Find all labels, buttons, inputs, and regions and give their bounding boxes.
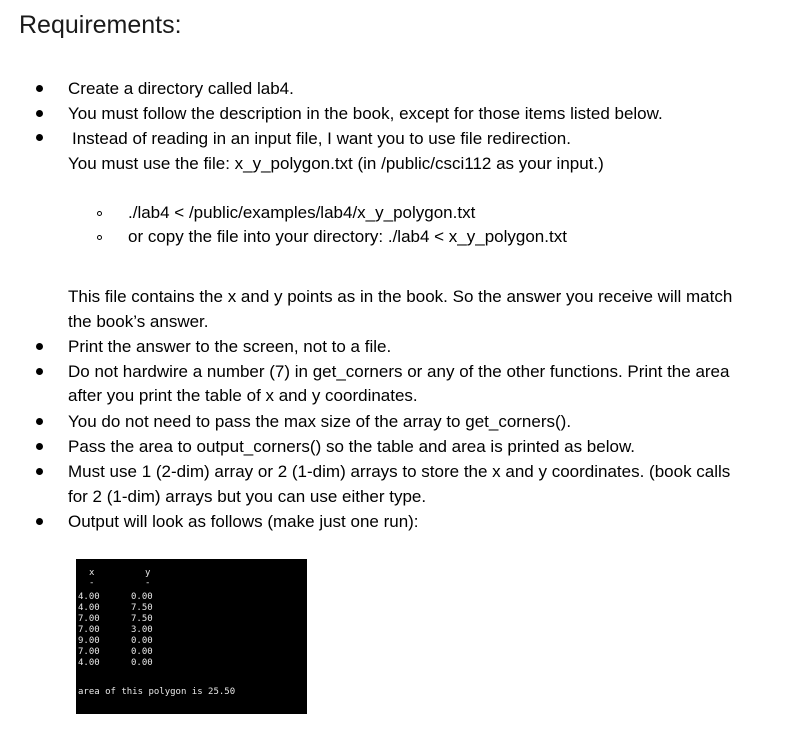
requirement-item: Do not hardwire a number (7) in get_corners or any of the other functions. Print the area [68, 362, 730, 381]
note-line: the book’s answer. [68, 312, 209, 331]
row-y: 0.00 [131, 658, 153, 668]
row-x: 4.00 [78, 592, 100, 602]
row-y: 7.50 [131, 614, 153, 624]
sub-bullet-circle [97, 211, 102, 216]
row-x: 4.00 [78, 603, 100, 613]
requirement-item-continuation: after you print the table of x and y coordinates. [68, 386, 418, 405]
requirement-item: Output will look as follows (make just one run): [68, 512, 419, 531]
row-x: 7.00 [78, 614, 100, 624]
row-x: 9.00 [78, 636, 100, 646]
requirement-item-continuation: You must use the file: x_y_polygon.txt (in /public/csci112 as your input.) [68, 154, 604, 173]
bullet-marker [36, 443, 43, 450]
requirement-item: Create a directory called lab4. [68, 79, 294, 98]
bullet-marker [36, 134, 43, 141]
bullet-marker [36, 85, 43, 92]
row-y: 0.00 [131, 636, 153, 646]
terminal-output [76, 559, 307, 714]
header-x: x [89, 568, 95, 578]
header-y-underline: - [145, 578, 151, 588]
command-item: or copy the file into your directory: ./lab4 < x_y_polygon.txt [128, 227, 567, 246]
row-y: 3.00 [131, 625, 153, 635]
bullet-marker [36, 343, 43, 350]
row-x: 7.00 [78, 625, 100, 635]
row-y: 7.50 [131, 603, 153, 613]
requirement-item: Pass the area to output_corners() so the table and area is printed as below. [68, 437, 636, 456]
area-result-line: area of this polygon is 25.50 [78, 687, 236, 697]
requirement-item: You must follow the description in the book, except for those items listed below. [68, 104, 663, 123]
requirement-item-continuation: for 2 (1-dim) arrays but you can use either type. [68, 487, 427, 506]
bullet-marker [36, 468, 43, 475]
row-y: 0.00 [131, 592, 153, 602]
row-y: 0.00 [131, 647, 153, 657]
bullet-marker [36, 418, 43, 425]
bullet-marker [36, 518, 43, 525]
requirements-heading: Requirements: [19, 11, 182, 39]
command-item: ./lab4 < /public/examples/lab4/x_y_polygon.txt [128, 203, 476, 222]
row-x: 4.00 [78, 658, 100, 668]
sub-bullet-circle [97, 235, 102, 240]
bullet-marker [36, 110, 43, 117]
requirement-item: Print the answer to the screen, not to a file. [68, 337, 392, 356]
requirement-item: Instead of reading in an input file, I want you to use file redirection. [72, 129, 571, 148]
row-x: 7.00 [78, 647, 100, 657]
bullet-marker [36, 368, 43, 375]
requirement-item: Must use 1 (2-dim) array or 2 (1-dim) arrays to store the x and y coordinates. (book calls [68, 462, 731, 481]
requirement-item: You do not need to pass the max size of the array to get_corners(). [68, 412, 572, 431]
header-y: y [145, 568, 151, 578]
header-x-underline: - [89, 578, 95, 588]
note-line: This file contains the x and y points as in the book. So the answer you receive will match [68, 287, 733, 306]
